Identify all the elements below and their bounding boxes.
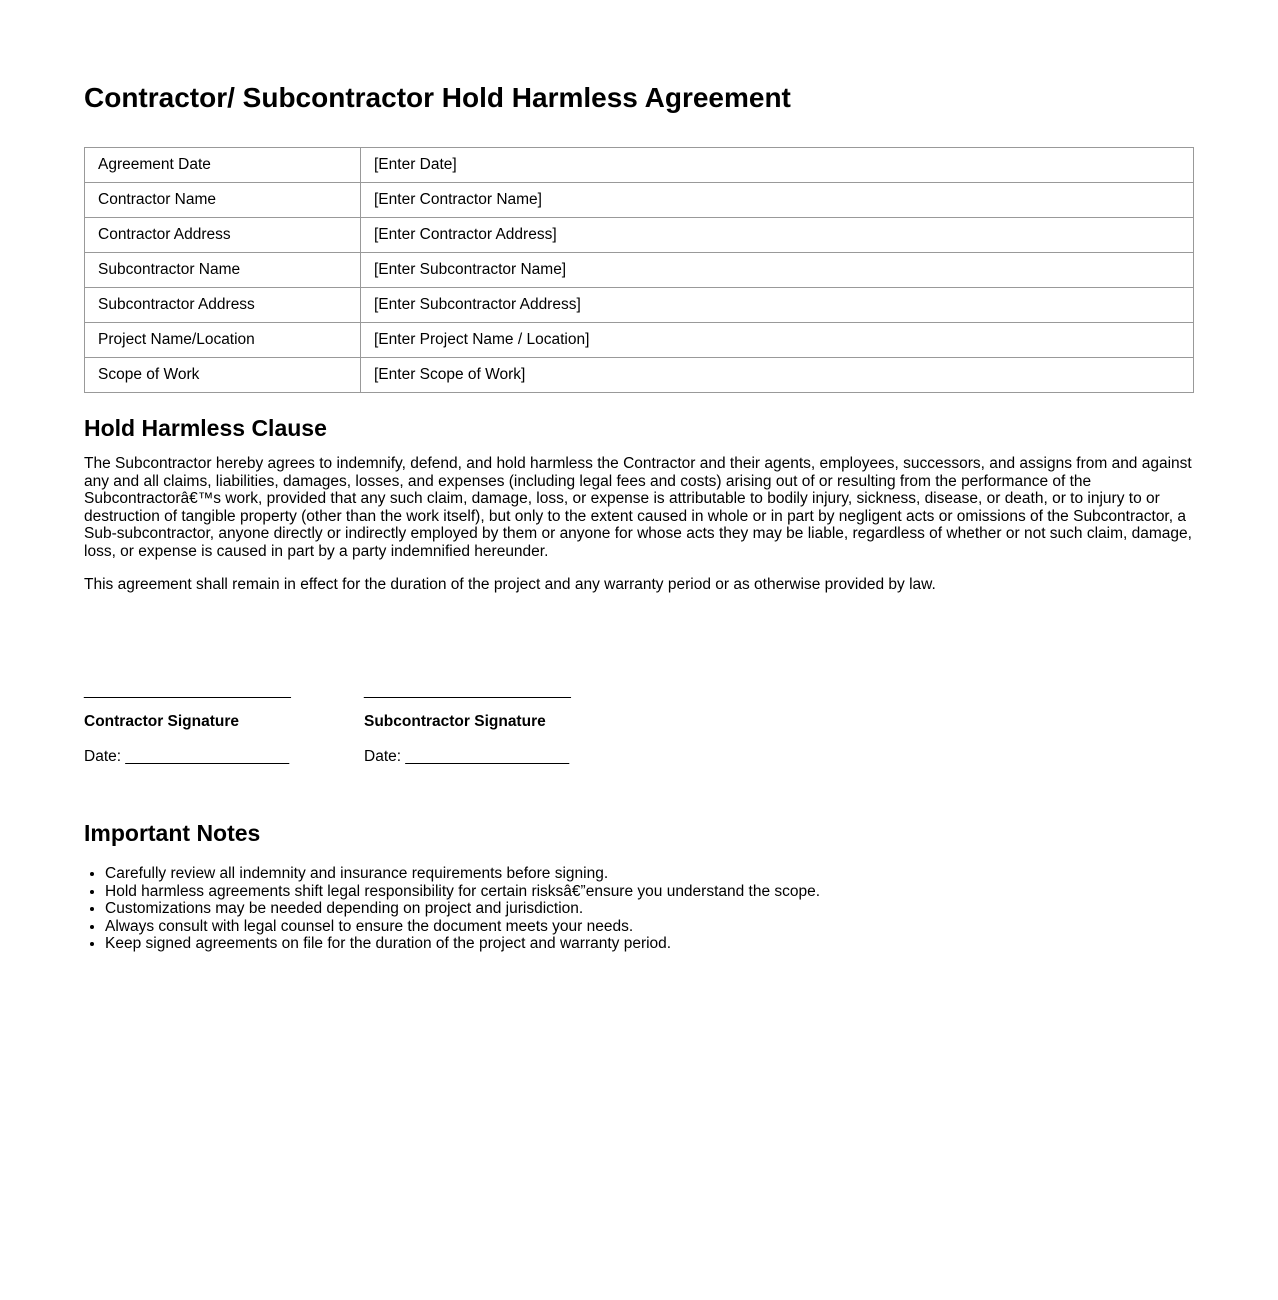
contractor-signature-column [84,682,364,766]
field-value-placeholder: [Enter Subcontractor Name] [361,253,1194,288]
page-title: Contractor/ Subcontractor Hold Harmless Agreement [84,82,791,113]
table-row [85,288,1194,323]
field-value-placeholder: [Enter Scope of Work] [361,358,1194,393]
contractor-date-label: Date: [84,747,122,765]
field-label: Project Name/Location [85,323,361,358]
field-value-placeholder: [Enter Contractor Name] [361,183,1194,218]
clause-paragraph: The Subcontractor hereby agrees to indemnify, defend, and hold harmless the Contractor and their agents, employees, successors, and assigns from and against any and all claims, liabilities, damages, losses, and expenses (including legal fees and costs) arising out of or resulting from the performance of the Subcontractorâ€™s work, provided that any such claim, damage, loss, or expense is attributable to bodily injury, sickness, disease, or death, or to injury to or destruction of tangible property (other than the work itself), but only to the extent caused in whole or in part by negligent acts or omissions of the Subcontractor, a Sub-subcontractor, anyone directly or indirectly employed by them or anyone for whose acts they may be liable, regardless of whether or not such claim, damage, loss, or expense is caused in part by a party indemnified hereunder. [84,455,1192,560]
subcontractor-date-label: Date: [364,747,402,765]
field-value-placeholder: [Enter Subcontractor Address] [361,288,1194,323]
list-item: • Hold harmless agreements shift legal responsibility for certain risksâ€”ensure you understand the scope. [105,883,1194,901]
duration-paragraph: This agreement shall remain in effect for the duration of the project and any warranty period or as otherwise provided by law. [84,576,936,593]
list-item: • Keep signed agreements on file for the duration of the project and warranty period. [105,935,1194,953]
field-label: Agreement Date [85,148,361,183]
field-label: Contractor Name [85,183,361,218]
contractor-signature-label: Contractor Signature [84,713,240,730]
hold-harmless-clause-heading: Hold Harmless Clause [84,415,327,441]
list-item: • Carefully review all indemnity and insurance requirements before signing. [105,865,1194,883]
field-value-placeholder: [Enter Contractor Address] [361,218,1194,253]
table-row [85,218,1194,253]
subcontractor-signature-column [364,682,644,766]
field-value-placeholder: [Enter Date] [361,148,1194,183]
field-label: Scope of Work [85,358,361,393]
contractor-signature-line: ________________________ [84,681,291,699]
important-notes-heading: Important Notes [84,820,261,846]
subcontractor-date-row [364,748,644,766]
subcontractor-date-line: ___________________ [405,747,570,765]
subcontractor-signature-label: Subcontractor Signature [364,713,546,730]
subcontractor-signature-line: ________________________ [364,681,571,699]
signature-block [84,682,1194,766]
list-item: • Always consult with legal counsel to ensure the document meets your needs. [105,918,1194,936]
table-row [85,358,1194,393]
field-label: Subcontractor Name [85,253,361,288]
field-value-placeholder: [Enter Project Name / Location] [361,323,1194,358]
notes-list [84,865,1194,953]
agreement-details-table [84,147,1194,393]
list-item: • Customizations may be needed depending on project and jurisdiction. [105,900,1194,918]
contractor-date-row [84,748,364,766]
table-row [85,323,1194,358]
field-label: Contractor Address [85,218,361,253]
table-row [85,253,1194,288]
table-row [85,183,1194,218]
contractor-date-line: ___________________ [125,747,290,765]
table-row [85,148,1194,183]
field-label: Subcontractor Address [85,288,361,323]
